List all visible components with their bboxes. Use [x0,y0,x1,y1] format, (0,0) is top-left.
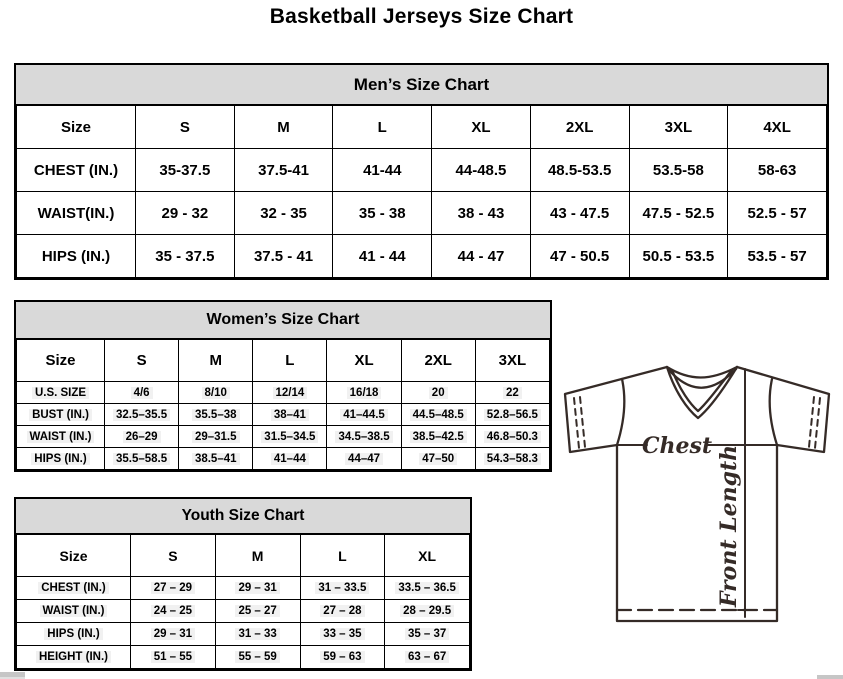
women-cell [179,426,253,448]
men-cell [333,192,432,235]
men-cell [728,235,827,278]
women-header-row [17,340,550,382]
youth-cell-label: 24 – 25 [151,605,195,617]
men-cell-label: 38 - 43 [457,204,505,222]
women-col-header-label: 3XL [498,352,527,369]
women-cell-label: 12/14 [273,387,308,399]
women-cell [475,426,549,448]
women-data-row [17,448,550,470]
men-col-header-label: L [377,118,387,136]
men-cell [432,192,531,235]
youth-size-chart-table [14,497,472,671]
left-sleeve-seam [617,379,624,445]
women-cell [401,382,475,404]
youth-row-label [17,623,131,646]
women-cell [475,448,549,470]
women-col-header-label: L [285,352,295,369]
youth-col-header [17,535,131,577]
men-cell [530,149,629,192]
women-cell-label: 38.5–42.5 [410,431,467,443]
youth-col-header [131,535,216,577]
men-col-header [629,106,728,149]
women-col-header [253,340,327,382]
youth-cell [131,577,216,600]
youth-data-row [17,623,470,646]
men-cell-label: 48.5-53.5 [547,161,612,179]
women-row-label [17,404,105,426]
men-cell-label: 43 - 47.5 [550,204,610,222]
youth-cell [385,577,470,600]
women-cell [105,382,179,404]
men-data-row [17,149,827,192]
men-cell [136,149,235,192]
youth-size-grid [16,534,470,669]
women-cell [401,426,475,448]
women-cell [105,404,179,426]
right-sleeve-seam [770,379,777,445]
men-cell-label: 37.5-41 [258,161,309,179]
men-cell [333,235,432,278]
women-cell [179,404,253,426]
women-cell-label: 44.5–48.5 [410,409,467,421]
women-cell [253,426,327,448]
men-cell-label: 50.5 - 53.5 [642,247,715,265]
women-cell [253,404,327,426]
men-col-header [728,106,827,149]
men-cell [432,149,531,192]
youth-cell [300,646,385,669]
women-col-header [17,340,105,382]
men-cell-label: 32 - 35 [260,204,307,222]
men-row-label-label: CHEST (IN.) [33,161,119,179]
men-cell-label: 35 - 38 [358,204,406,222]
men-col-header-label: S [179,118,190,136]
women-cell [327,448,401,470]
men-col-header-label: 4XL [763,118,791,136]
women-data-row [17,404,550,426]
youth-data-row [17,646,470,669]
scrollbar-fragment-right[interactable] [817,675,843,679]
men-cell-label: 47 - 50.5 [550,247,610,265]
women-cell [105,426,179,448]
jersey-measurement-diagram [555,353,843,635]
women-cell [475,382,549,404]
womens-chart-caption: Women’s Size Chart [16,302,550,339]
youth-cell [131,600,216,623]
youth-row-label-label: WAIST (IN.) [40,605,108,617]
men-cell [629,235,728,278]
men-data-row [17,192,827,235]
men-col-header-label: XL [471,118,491,136]
women-cell [327,404,401,426]
youth-data-row [17,577,470,600]
men-col-header-label: 3XL [664,118,693,136]
women-cell [105,448,179,470]
womens-size-grid [16,339,550,470]
men-cell-label: 53.5 - 57 [747,247,807,265]
men-row-label [17,235,136,278]
women-cell-label: 46.8–50.3 [484,431,541,443]
youth-cell [300,600,385,623]
women-col-header-label: Size [45,352,76,369]
women-cell-label: 35.5–58.5 [113,453,170,465]
youth-cell [385,646,470,669]
women-data-row [17,382,550,404]
jersey-outline [565,367,829,621]
youth-cell-label: 31 – 33.5 [315,582,369,594]
women-row-label-label: HIPS (IN.) [31,453,89,465]
women-cell [327,426,401,448]
men-col-header-label: 2XL [565,118,594,136]
youth-cell-label: 29 – 31 [235,582,279,594]
women-row-label-label: WAIST (IN.) [27,431,95,443]
women-cell-label: 41–44.5 [340,409,388,421]
youth-cell-label: 59 – 63 [320,651,364,663]
youth-cell [215,577,300,600]
men-cell-label: 44-48.5 [455,161,507,179]
men-col-header [530,106,629,149]
youth-cell-label: 51 – 55 [151,651,195,663]
mens-chart-caption: Men’s Size Chart [16,65,827,105]
men-col-header-label: Size [60,118,91,136]
youth-cell-label: 27 – 29 [151,582,195,594]
men-cell-label: 58-63 [757,161,797,179]
men-cell-label: 35 - 37.5 [155,247,215,265]
men-cell [333,149,432,192]
women-cell-label: 52.8–56.5 [484,409,541,421]
men-cell [136,192,235,235]
youth-cell [215,600,300,623]
women-cell [253,448,327,470]
women-row-label-label: U.S. SIZE [32,387,89,399]
front-length-label: Front Length [716,444,742,608]
youth-row-label [17,600,131,623]
women-cell-label: 35.5–38 [192,409,240,421]
youth-row-label [17,577,131,600]
women-cell-label: 16/18 [347,387,382,399]
women-col-header [327,340,401,382]
women-cell-label: 29–31.5 [192,431,240,443]
men-cell-label: 35-37.5 [159,161,211,179]
women-cell-label: 47–50 [419,453,457,465]
women-cell-label: 8/10 [202,387,230,399]
women-cell-label: 20 [429,387,448,399]
women-row-label [17,382,105,404]
youth-col-header [215,535,300,577]
women-cell-label: 32.5–35.5 [113,409,170,421]
women-cell-label: 22 [503,387,522,399]
womens-size-chart-table [14,300,552,472]
youth-cell-label: 35 – 37 [405,628,449,640]
women-data-row [17,426,550,448]
youth-cell-label: 33 – 35 [320,628,364,640]
men-col-header [17,106,136,149]
collar-outer [667,367,737,418]
youth-cell [131,623,216,646]
men-row-label-label: WAIST(IN.) [37,204,115,222]
women-cell [253,382,327,404]
men-cell-label: 29 - 32 [161,204,209,222]
men-cell-label: 52.5 - 57 [747,204,807,222]
men-cell [234,235,333,278]
youth-row-label [17,646,131,669]
women-col-header [401,340,475,382]
women-col-header [475,340,549,382]
women-col-header [179,340,253,382]
women-cell [179,448,253,470]
youth-cell [385,623,470,646]
men-col-header [136,106,235,149]
men-cell-label: 47.5 - 52.5 [642,204,715,222]
men-header-row [17,106,827,149]
youth-col-header [300,535,385,577]
youth-cell-label: 27 – 28 [320,605,364,617]
youth-col-header-label: L [338,547,347,564]
women-cell [401,404,475,426]
youth-col-header-label: Size [59,547,88,564]
youth-header-row [17,535,470,577]
scrollbar-fragment-left[interactable] [0,672,25,679]
youth-cell-label: 63 – 67 [405,651,449,663]
women-cell-label: 38–41 [271,409,309,421]
women-cell-label: 26–29 [123,431,161,443]
women-cell [179,382,253,404]
women-col-header-label: S [136,352,147,369]
men-cell [234,192,333,235]
youth-cell-label: 31 – 33 [235,628,279,640]
mens-size-grid [16,105,827,278]
youth-cell [131,646,216,669]
men-cell [530,235,629,278]
youth-row-label-label: HEIGHT (IN.) [36,651,111,663]
youth-col-header [385,535,470,577]
men-row-label [17,192,136,235]
men-col-header [432,106,531,149]
women-cell-label: 31.5–34.5 [261,431,318,443]
women-cell-label: 41–44 [271,453,309,465]
men-col-header-label: M [277,118,290,136]
youth-cell [215,646,300,669]
youth-cell [300,577,385,600]
mens-size-chart-table [14,63,829,280]
youth-cell-label: 55 – 59 [235,651,279,663]
youth-cell [385,600,470,623]
women-col-header-label: M [209,352,222,369]
men-cell [530,192,629,235]
women-cell-label: 44–47 [345,453,383,465]
men-cell [136,235,235,278]
women-row-label-label: BUST (IN.) [29,409,92,421]
youth-col-header-label: S [168,547,178,564]
men-cell [728,192,827,235]
men-cell-label: 44 - 47 [457,247,505,265]
women-cell-label: 38.5–41 [192,453,240,465]
men-cell-label: 53.5-58 [652,161,704,179]
men-cell [432,235,531,278]
women-cell [475,404,549,426]
women-row-label [17,426,105,448]
women-col-header-label: 2XL [424,352,452,369]
youth-col-header-label: XL [418,547,437,564]
youth-row-label-label: CHEST (IN.) [38,582,109,594]
men-cell-label: 37.5 - 41 [253,247,314,265]
youth-row-label-label: HIPS (IN.) [44,628,102,640]
chest-label: Chest [641,433,713,459]
women-cell-label: 54.3–58.3 [484,453,541,465]
youth-cell-label: 25 – 27 [235,605,279,617]
youth-cell-label: 28 – 29.5 [400,605,454,617]
page-title: Basketball Jerseys Size Chart [269,5,574,28]
youth-cell-label: 29 – 31 [151,628,195,640]
men-row-label-label: HIPS (IN.) [41,247,111,265]
women-col-header [105,340,179,382]
men-cell-label: 41 - 44 [358,247,406,265]
men-data-row [17,235,827,278]
women-cell-label: 4/6 [131,387,153,399]
men-cell [629,192,728,235]
youth-cell [215,623,300,646]
youth-col-header-label: M [251,547,264,564]
youth-chart-caption: Youth Size Chart [16,499,470,534]
men-row-label [17,149,136,192]
women-row-label [17,448,105,470]
youth-cell-label: 33.5 – 36.5 [395,582,459,594]
women-cell-label: 34.5–38.5 [335,431,392,443]
youth-data-row [17,600,470,623]
men-cell-label: 41-44 [363,161,402,179]
youth-cell [300,623,385,646]
women-cell [327,382,401,404]
men-cell [629,149,728,192]
men-cell [234,149,333,192]
men-col-header [333,106,432,149]
women-cell [401,448,475,470]
women-col-header-label: XL [354,352,374,369]
men-col-header [234,106,333,149]
men-cell [728,149,827,192]
